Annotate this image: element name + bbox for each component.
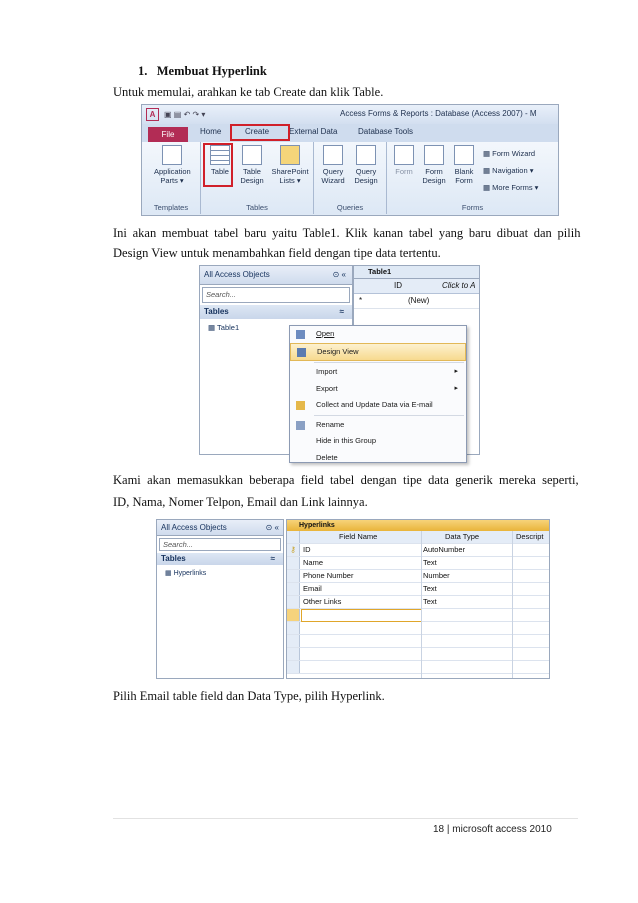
ribbon-screenshot <box>141 104 559 216</box>
active-cell[interactable] <box>301 609 422 622</box>
menu-item-export[interactable]: Export ▸ <box>290 381 466 398</box>
nav-header[interactable]: All Access Objects ⊙ « <box>200 266 352 285</box>
form-design-button[interactable]: Form Design <box>419 145 449 185</box>
new-row-marker: * <box>359 296 363 305</box>
primary-key-icon: ⚷ <box>287 544 300 556</box>
tab-file[interactable]: File <box>148 127 188 142</box>
menu-separator <box>314 415 464 416</box>
column-divider <box>512 531 513 678</box>
menu-item-rename[interactable]: Rename <box>290 417 466 434</box>
grid-header-row <box>287 531 549 544</box>
section-heading <box>138 63 267 79</box>
paragraph-2-line-1: Ini akan membuat tabel baru yaitu Table1. Klik kanan tabel yang baru dibuat dan pilih <box>113 226 581 240</box>
group-label-templates: Templates <box>153 203 189 212</box>
table-button[interactable]: Table <box>205 145 235 176</box>
menu-separator <box>314 362 464 363</box>
more-forms-button[interactable]: ▦ More Forms ▾ <box>483 183 539 192</box>
heading-number: 1. <box>138 64 148 78</box>
application-parts-icon <box>162 145 182 165</box>
empty-field-row[interactable] <box>287 609 549 622</box>
nav-section-tables[interactable]: Tables ≈ <box>157 553 283 565</box>
col-header-data-type: Data Type <box>445 532 480 541</box>
access-app-icon: A <box>146 108 159 121</box>
col-header-description: Descript <box>516 532 544 541</box>
menu-item-design-view[interactable]: Design View <box>290 343 466 362</box>
nav-section-tables[interactable]: Tables ≈ <box>200 305 352 319</box>
query-wizard-button[interactable]: Query Wizard <box>318 145 348 185</box>
form-button[interactable]: Form <box>389 145 419 176</box>
table-row[interactable]: Name Text <box>287 557 549 570</box>
blank-form-button[interactable]: Blank Form <box>449 145 479 185</box>
table-design-icon <box>242 145 262 165</box>
group-label-tables: Tables <box>246 203 268 212</box>
query-design-button[interactable]: Query Design <box>351 145 381 185</box>
sharepoint-lists-button[interactable]: SharePoint Lists ▾ <box>271 145 309 185</box>
menu-item-delete[interactable]: Delete <box>316 452 338 462</box>
table-icon: ▦ <box>208 323 218 332</box>
tab-table1[interactable]: Table1 <box>354 266 479 279</box>
column-divider <box>421 531 422 678</box>
group-templates <box>142 142 201 214</box>
create-tab-highlight <box>230 124 290 141</box>
menu-item-collect-data[interactable]: Collect and Update Data via E-mail <box>290 397 466 414</box>
empty-row[interactable] <box>287 635 549 648</box>
query-design-icon <box>356 145 376 165</box>
group-label-forms: Forms <box>461 203 484 212</box>
nav-item-table1[interactable]: ▦ Table1 <box>208 323 240 332</box>
nav-header[interactable]: All Access Objects ⊙ « <box>157 520 283 536</box>
open-icon <box>296 330 305 339</box>
empty-row[interactable] <box>287 661 549 674</box>
table-design-grid <box>286 519 550 679</box>
collapse-icon[interactable]: ≈ <box>270 554 275 563</box>
table-button-highlight <box>203 143 233 187</box>
paragraph-1: Untuk memulai, arahkan ke tab Create dan klik Table. <box>113 85 384 99</box>
title-bar <box>142 105 558 124</box>
form-design-icon <box>424 145 444 165</box>
collapse-icon[interactable]: ≈ <box>339 307 344 316</box>
paragraph-3-line-2: ID, Nama, Nomer Telpon, Email dan Link lainnya. <box>113 495 368 509</box>
submenu-arrow-icon: ▸ <box>454 368 458 375</box>
col-header-field-name: Field Name <box>339 532 378 541</box>
design-view-icon <box>297 348 306 357</box>
email-icon <box>296 401 305 410</box>
navigation-pane-2 <box>156 519 284 679</box>
window-title: Access Forms & Reports : Database (Access 2007) - M <box>340 109 537 118</box>
menu-item-hide[interactable]: Hide in this Group <box>316 436 377 445</box>
paragraph-2-line-2: Design View untuk menambahkan field dengan tipe data tertentu. <box>113 246 441 260</box>
sharepoint-lists-icon <box>280 145 300 165</box>
search-input[interactable]: Search... <box>159 538 281 551</box>
form-icon <box>394 145 414 165</box>
table-row[interactable]: ⚷ ID AutoNumber <box>287 544 549 557</box>
new-record-row[interactable] <box>354 294 479 309</box>
tab-create[interactable]: Create <box>245 127 270 136</box>
group-label-queries: Queries <box>336 203 364 212</box>
empty-row[interactable] <box>287 622 549 635</box>
table-row[interactable]: Email Text <box>287 583 549 596</box>
group-forms <box>387 142 558 214</box>
nav-chevron-icon[interactable]: ⊙ « <box>265 523 279 532</box>
context-menu <box>289 325 467 463</box>
rename-icon <box>296 421 305 430</box>
table-row[interactable]: Phone Number Number <box>287 570 549 583</box>
group-queries <box>314 142 387 214</box>
table-icon: ▦ <box>165 570 174 577</box>
table-design-button[interactable]: Table Design <box>237 145 267 185</box>
form-wizard-button[interactable]: ▦ Form Wizard <box>483 149 536 158</box>
footer-rule <box>113 818 578 819</box>
nav-chevron-icon[interactable]: ⊙ « <box>332 270 346 279</box>
tab-hyperlinks[interactable]: Hyperlinks <box>287 520 549 531</box>
query-wizard-icon <box>323 145 343 165</box>
empty-row[interactable] <box>287 648 549 661</box>
paragraph-3-line-1: Kami akan memasukkan beberapa field tabel dengan tipe data generik mereka seperti, <box>113 473 579 487</box>
menu-item-import[interactable]: Import ▸ <box>290 364 466 381</box>
ribbon-tabs <box>142 124 558 142</box>
datasheet-header-row <box>354 279 479 294</box>
nav-item-hyperlinks[interactable]: ▦ Hyperlinks <box>165 570 207 577</box>
navigation-button[interactable]: ▦ Navigation ▾ <box>483 166 534 175</box>
new-record-value: (New) <box>408 296 430 305</box>
submenu-arrow-icon: ▸ <box>454 384 458 392</box>
blank-form-icon <box>454 145 474 165</box>
tab-database-tools[interactable]: Database Tools <box>358 127 413 136</box>
paragraph-4: Pilih Email table field dan Data Type, pilih Hyperlink. <box>113 689 385 703</box>
search-input[interactable]: Search... <box>202 287 350 303</box>
col-header-id[interactable]: ID <box>394 281 402 290</box>
page-footer: 18 | microsoft access 2010 <box>433 824 552 835</box>
quick-access-icons: ▣ ▤ ↶ ↷ ▾ <box>164 110 206 119</box>
tab-home[interactable]: Home <box>200 127 222 136</box>
tab-external-data[interactable]: External Data <box>289 127 338 136</box>
table-row[interactable]: Other Links Text <box>287 596 549 609</box>
col-header-click-to-add[interactable]: Click to A <box>442 281 476 290</box>
application-parts-button[interactable]: Application Parts ▾ <box>154 145 190 185</box>
menu-item-open[interactable]: Open <box>290 326 466 343</box>
heading-title: Membuat Hyperlink <box>156 64 267 78</box>
